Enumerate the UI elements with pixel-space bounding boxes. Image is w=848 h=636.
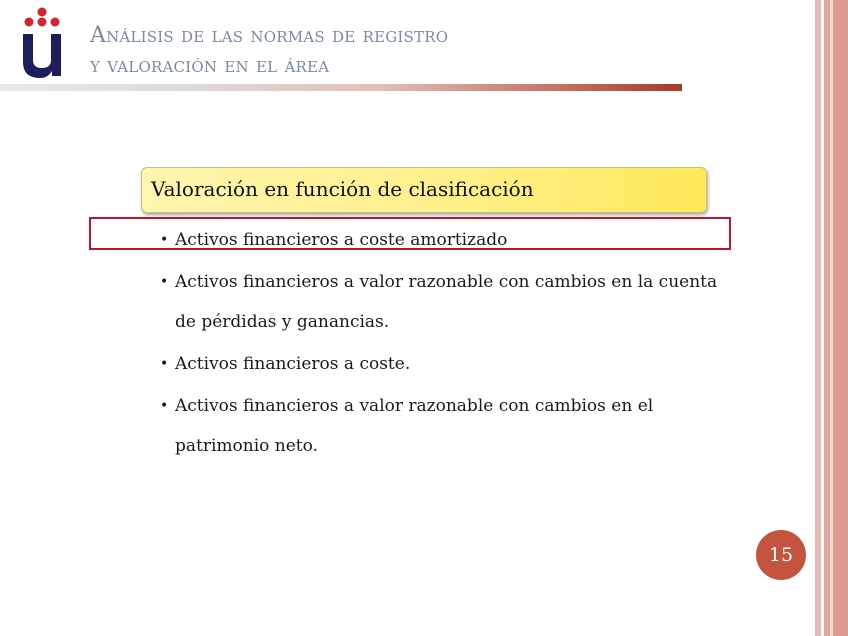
bullet-marker: • (160, 274, 169, 290)
decorative-edge-stripes (812, 0, 848, 636)
slide-title-line-1: Análisis de las normas de registro (90, 23, 449, 48)
title-underline-divider (0, 84, 682, 91)
bullet-text: Activos financieros a valor razonable con cambios en la cuenta de pérdidas y ganancias. (175, 272, 718, 332)
section-header-band (141, 167, 707, 213)
bullet-marker: • (160, 398, 169, 414)
bullet-marker: • (160, 356, 169, 372)
bullet-marker: • (160, 232, 169, 248)
bullet-text: Activos financieros a coste amortizado (175, 230, 508, 250)
bullet-text: Activos financieros a coste. (175, 354, 411, 374)
slide-title-line-2: y valoración en el área (90, 53, 330, 78)
bullet-text: Activos financieros a valor razonable con cambios en el patrimonio neto. (175, 396, 654, 456)
university-logo-icon (20, 4, 64, 80)
slide-title (90, 21, 448, 81)
page-number-badge: 15 (756, 530, 806, 580)
section-header-text: Valoración en función de clasificación (151, 177, 534, 201)
